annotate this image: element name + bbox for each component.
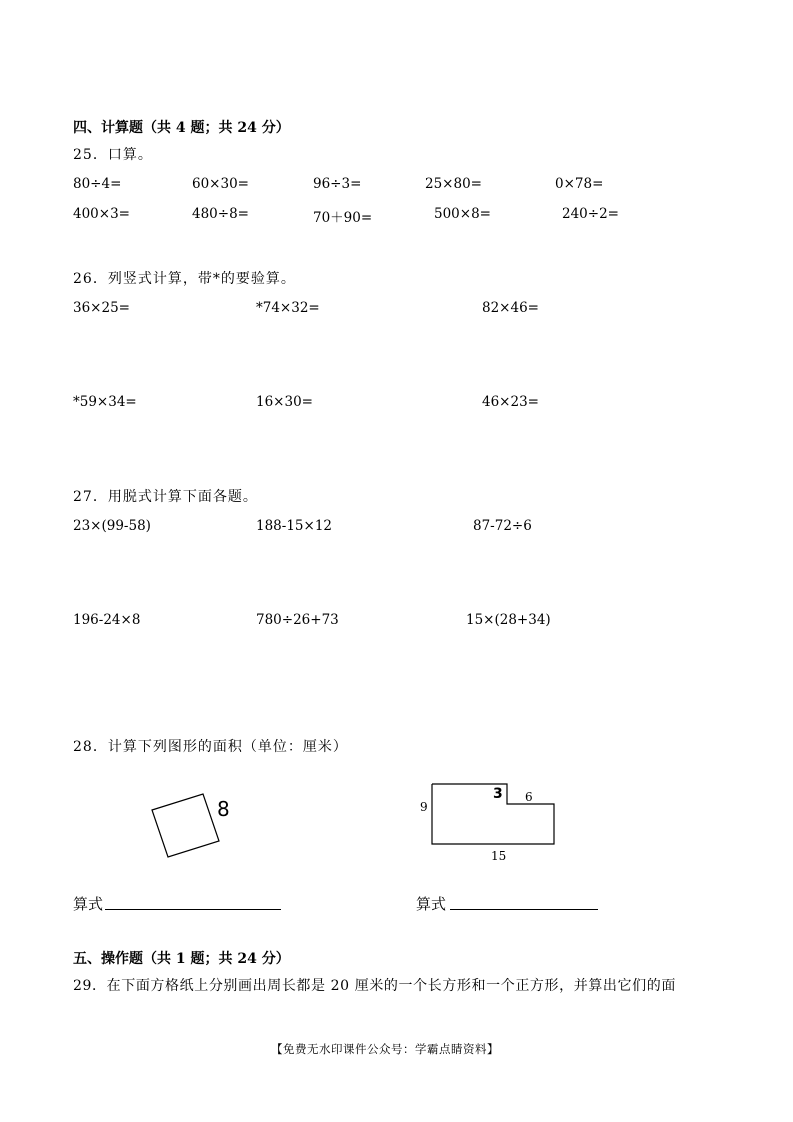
q25-expr: 240÷2= bbox=[562, 206, 619, 222]
formula-answer-line-2[interactable] bbox=[450, 909, 598, 910]
q26-expr: 82×46= bbox=[482, 300, 539, 316]
q25-expr: 60×30= bbox=[192, 176, 249, 192]
q27-expr: 87-72÷6 bbox=[473, 518, 532, 534]
square-side-label: 8 bbox=[217, 797, 230, 821]
question-29-title: 29．在下面方格纸上分别画出周长都是 20 厘米的一个长方形和一个正方形，并算出它们的面 bbox=[73, 978, 676, 994]
q25-expr: 400×3= bbox=[73, 206, 130, 222]
section-4-heading: 四、计算题（共 4 题；共 24 分） bbox=[73, 120, 290, 136]
formula-label-1: 算式 bbox=[73, 895, 104, 913]
formula-answer-line-1[interactable] bbox=[105, 909, 281, 910]
q25-expr: 0×78= bbox=[555, 176, 604, 192]
q25-expr: 80÷4= bbox=[73, 176, 122, 192]
q25-expr: 96÷3= bbox=[313, 176, 362, 192]
shape-left-label: 9 bbox=[420, 800, 428, 814]
q27-expr: 23×(99-58) bbox=[73, 518, 151, 534]
q26-expr: 46×23= bbox=[482, 394, 539, 410]
q26-expr: 16×30= bbox=[256, 394, 313, 410]
shape-step-label: 6 bbox=[525, 790, 533, 804]
square-figure bbox=[148, 788, 228, 868]
page-footer: 【免费无水印课件公众号：学霸点睛资料】 bbox=[271, 1042, 499, 1056]
q26-expr: *59×34= bbox=[73, 394, 137, 410]
q27-expr: 196-24×8 bbox=[73, 612, 141, 628]
q25-expr: 25×80= bbox=[425, 176, 482, 192]
q26-expr: 36×25= bbox=[73, 300, 130, 316]
section-5-heading: 五、操作题（共 1 题；共 24 分） bbox=[73, 951, 290, 967]
q26-expr: *74×32= bbox=[256, 300, 320, 316]
q25-expr: 70＋90= bbox=[313, 210, 373, 226]
question-25-title: 25．口算。 bbox=[73, 147, 153, 163]
q25-expr: 500×8= bbox=[434, 206, 491, 222]
square-outline bbox=[152, 794, 219, 857]
question-26-title: 26．列竖式计算，带*的要验算。 bbox=[73, 271, 296, 287]
q27-expr: 780÷26+73 bbox=[256, 612, 339, 628]
formula-label-2: 算式 bbox=[416, 895, 447, 913]
q25-expr: 480÷8= bbox=[192, 206, 249, 222]
shape-bottom-label: 15 bbox=[491, 849, 507, 863]
question-27-title: 27．用脱式计算下面各题。 bbox=[73, 489, 258, 505]
q27-expr: 188-15×12 bbox=[256, 518, 332, 534]
q27-expr: 15×(28+34) bbox=[466, 612, 551, 628]
question-28-title: 28．计算下列图形的面积（单位：厘米） bbox=[73, 739, 348, 755]
shape-notch-label: 3 bbox=[493, 786, 503, 802]
